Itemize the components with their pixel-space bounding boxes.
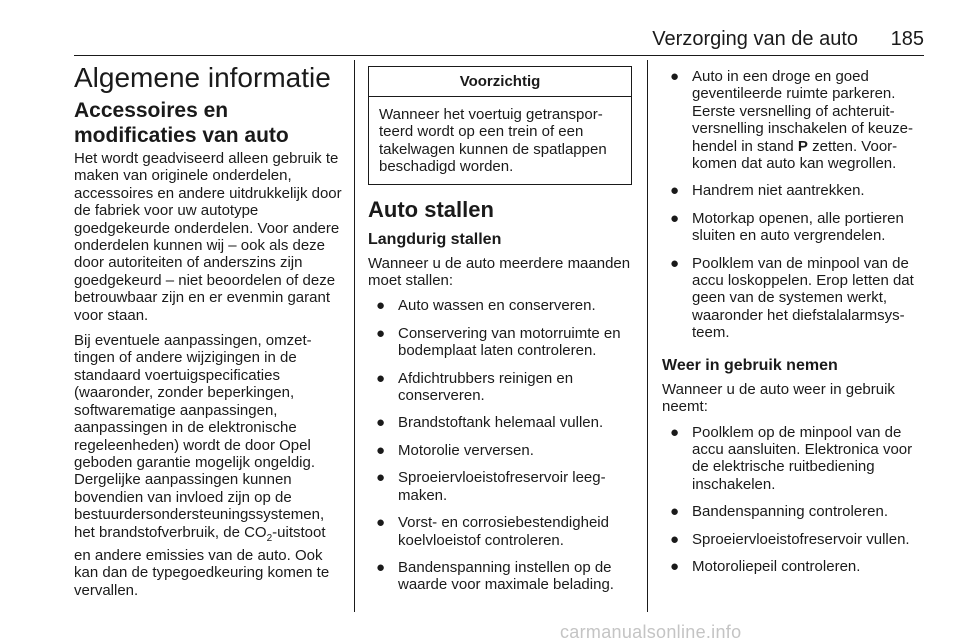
bullet-icon: ●: [670, 530, 680, 548]
list-item: [668, 255, 932, 342]
list-item: [374, 297, 634, 314]
main-title: Algemene informatie: [74, 62, 331, 93]
intro-weer-in-gebruik: Wanneer u de auto weer in gebruik neemt:: [662, 380, 895, 416]
list-item: [374, 514, 634, 549]
column-2: [368, 60, 634, 604]
list-item-text: Brandstoftank helemaal vullen.: [398, 414, 604, 432]
list-item-text: Sproeiervloeistofreservoir leegmaken.: [398, 469, 606, 504]
paragraph-part: -uitstoot en andere emissies van de auto. Ook kan dan de typegoedkeuring komen te vervallen.: [74, 523, 330, 599]
bullet-icon: ●: [376, 369, 386, 387]
header-title: Verzorging van de auto: [652, 28, 858, 50]
bullet-icon: ●: [376, 414, 386, 432]
restart-bullet-list: [662, 424, 932, 576]
list-item-text: Motorolie verversen.: [398, 441, 534, 459]
list-item: [374, 469, 634, 504]
paragraph-part: Bij eventuele aanpassingen, omzettingen of andere wijzigingen in de standaard voertuigspecificaties (waaronder, zonder beperkingen, softwarematige aanpassingen, aanpassingen in de elektronische regeleenheden) wordt de door Opel geboden garantie mogelijk ongeldig. Dergelijke aanpassingen kunnen bovendien van invloed zijn op de bestuurdersondersteuningssystemen, het brandstofverbruik, de CO: [74, 332, 325, 541]
list-item-text: Afdichtrubbers reinigen en conserveren.: [398, 369, 574, 405]
bullet-icon: ●: [376, 297, 386, 315]
list-item: [668, 424, 932, 494]
list-item: [374, 370, 634, 405]
bullet-icon: ●: [376, 558, 386, 576]
bullet-icon: ●: [376, 441, 386, 459]
list-item-text: zetten. Voorkomen dat auto kan wegrollen.: [692, 137, 898, 173]
warning-box: [368, 66, 632, 185]
list-item: [668, 503, 932, 520]
header-divider: [74, 55, 924, 56]
list-item: [374, 442, 634, 459]
list-item: [374, 559, 634, 594]
bullet-icon: ●: [670, 209, 680, 227]
co2-subscript: 2: [266, 532, 273, 544]
paragraph-accessoires-2: [74, 332, 344, 599]
bullet-icon: ●: [670, 254, 680, 272]
gear-position-label: P: [797, 137, 808, 155]
bullet-icon: ●: [376, 469, 386, 487]
page-number: 185: [890, 28, 924, 50]
list-item: [668, 182, 932, 199]
list-item: [668, 558, 932, 575]
list-item-text: Motoroliepeil controleren.: [692, 557, 861, 575]
list-item: [668, 210, 932, 245]
bullet-icon: ●: [376, 324, 386, 342]
bullet-icon: ●: [670, 182, 680, 200]
subsection-title-langdurig: Langdurig stallen: [368, 230, 502, 248]
list-item-text: Auto in een droge en goed geventileerde ruimte parkeren. Eerste versnelling of achteruitversnelling inschakelen of keuzehendel in stand: [692, 68, 913, 155]
list-item: [668, 531, 932, 548]
list-item-text: Vorst- en corrosiebestendigheid koelvloeistof controleren.: [398, 514, 609, 549]
list-item-text: Conservering van motorruimte en bodemplaat laten controleren.: [398, 324, 621, 360]
page-header: [0, 0, 960, 56]
bullet-icon: ●: [670, 423, 680, 441]
paragraph-accessoires-1: Het wordt geadviseerd alleen gebruik te maken van originele onderdelen, accessoires en andere uitdrukkelijk door de fabriek voor uw autotype goedgekeurde onderdelen. Voor andere onderdelen kunnen wij – ook als deze door autoriteiten of anderszins zijn goedgekeurd – niet beoordelen of deze betrouwbaar zijn en er evenmin garant voor staan.: [74, 150, 342, 324]
warning-heading: Voorzichtig: [369, 67, 631, 97]
list-item-text: Auto wassen en conserveren.: [398, 297, 596, 315]
watermark: carmanualsonline.info: [560, 622, 742, 642]
section-title-accessoires: Accessoires en modificaties van auto: [74, 99, 289, 147]
bullet-icon: ●: [376, 514, 386, 532]
section-title-stallen: Auto stallen: [368, 196, 494, 222]
bullet-icon: ●: [670, 557, 680, 575]
list-item: [374, 414, 634, 431]
warning-text: Wanneer het voertuig getransporteerd wordt op een trein of een takelwagen kunnen de spatlappen beschadigd worden.: [379, 106, 607, 176]
list-item-text: Sproeiervloeistofreservoir vullen.: [692, 530, 910, 548]
list-item-text: Handrem niet aantrekken.: [692, 182, 865, 200]
column-divider-1: [354, 60, 355, 612]
list-item-text: Bandenspanning instellen op de waarde voor maximale belading.: [398, 558, 614, 594]
list-item-text: Bandenspanning controleren.: [692, 503, 888, 521]
column-divider-2: [647, 60, 648, 612]
column-3: [662, 60, 932, 585]
bullet-icon: ●: [670, 68, 680, 85]
list-item: [374, 325, 634, 360]
column-1: [74, 60, 344, 607]
storage-bullet-list: [368, 297, 634, 593]
list-item-text: Poolklem op de minpool van de accu aansluiten. Elektronica voor de elektrische ruitbediening inschakelen.: [692, 423, 913, 493]
intro-stallen: Wanneer u de auto meerdere maanden moet stallen:: [368, 254, 631, 290]
bullet-icon: ●: [670, 503, 680, 521]
storage-bullet-list-continued: [662, 68, 932, 342]
list-item-text: Poolklem van de minpool van de accu loskoppelen. Erop letten dat geen van de systemen werkt, waaronder het diefstalalarmsysteem.: [692, 254, 914, 342]
subsection-title-weer-in-gebruik: Weer in gebruik nemen: [662, 356, 838, 374]
list-item: [668, 68, 932, 172]
list-item-text: Motorkap openen, alle portieren sluiten en auto vergrendelen.: [692, 209, 904, 245]
